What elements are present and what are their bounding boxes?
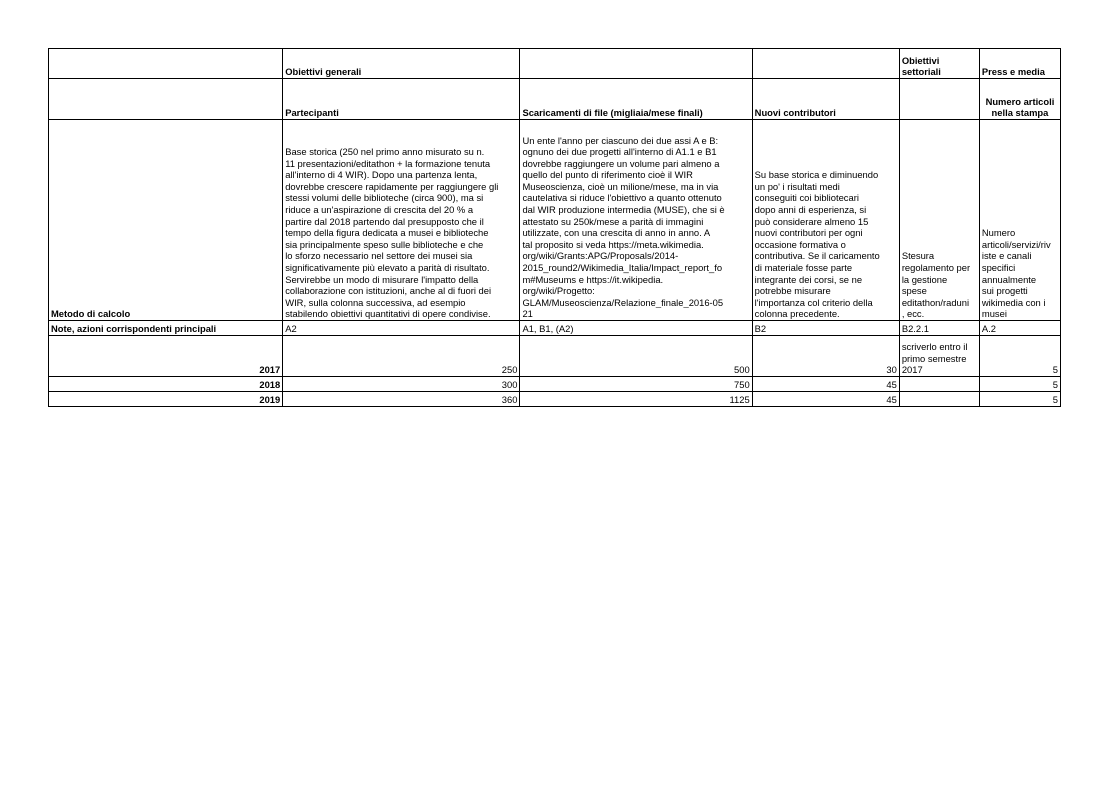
header-scaricamenti: Scaricamenti di file (migliaia/mese finali)	[520, 79, 752, 120]
partecipanti-value: 300	[283, 377, 520, 392]
cell-text-line: wikimedia con i	[981, 296, 1046, 308]
header-obiettivi-generali: Obiettivi generali	[283, 49, 520, 79]
cell-text-line: Servirebbe un modo di misurare l'impatto della	[285, 273, 479, 285]
cell-text-line: , ecc.	[901, 308, 925, 320]
year-label: 2018	[49, 377, 283, 392]
year-row-2017	[49, 336, 1061, 377]
cell-text-line: org/wiki/Grants:APG/Proposals/2014-	[522, 250, 679, 262]
year-label: 2019	[49, 392, 283, 407]
note-contributori: B2	[752, 321, 899, 336]
settoriali-value	[899, 336, 979, 377]
cell-text-line: stabilendo obiettivi quantitativi di opere condivise.	[285, 308, 491, 320]
cell-text-line: stessi volumi delle biblioteche (circa 900), ma si	[285, 192, 484, 204]
settoriali-value	[899, 392, 979, 407]
header-nuovi-contributori: Nuovi contributori	[752, 79, 899, 120]
cell-text-line: Numero	[981, 227, 1016, 239]
note-label: Note, azioni corrispondenti principali	[49, 321, 283, 336]
cell-text-line: dovrebbe crescere rapidamente per raggiungere gli	[285, 180, 499, 192]
cell-text-line: Base storica (250 nel primo anno misurato su n.	[285, 146, 485, 158]
cell-text-line: può considerare almeno 15	[754, 215, 869, 227]
cell-text-line: regolamento per	[901, 262, 971, 274]
metodo-label: Metodo di calcolo	[49, 120, 283, 321]
cell-text-line: 21	[522, 308, 533, 320]
cell-text-line: colonna precedente.	[754, 308, 840, 320]
metodo-row	[49, 120, 1061, 321]
stampa-value: 5	[979, 392, 1060, 407]
cell-text-line: collaborazione con istituzioni, anche al di fuori dei	[285, 285, 492, 297]
header-partecipanti: Partecipanti	[283, 79, 520, 120]
cell-text-line: contributiva. Se il caricamento	[754, 250, 880, 262]
cell-empty	[520, 49, 752, 79]
cell-text-line: sia principalmente speso sulle biblioteche e che	[285, 238, 484, 250]
contributori-value: 30	[752, 336, 899, 377]
cell-text-line: significativamente più elevato a parità di risultato.	[285, 262, 490, 274]
cell-text-line: la gestione	[901, 273, 948, 285]
cell-text-line: 2017	[901, 364, 923, 376]
note-stampa: A.2	[979, 321, 1060, 336]
cell-text-line: dopo anni di esperienza, si	[754, 204, 867, 216]
cell-text-line: un po' i risultati medi	[754, 180, 840, 192]
cell-text-line: org/wiki/Progetto:	[522, 285, 595, 297]
header-press-e-media: Press e media	[979, 49, 1060, 79]
header-obiettivi-settoriali: Obiettivi settoriali	[899, 49, 979, 79]
metodo-scaricamenti-text	[520, 120, 752, 321]
cell-text-line: dal WIR produzione intermedia (MUSE), che si è	[522, 204, 725, 216]
cell-text-line: WIR, sulla colonna successiva, ad esempio	[285, 296, 466, 308]
cell-text-line: all'interno di 4 WIR). Dopo una partenza lenta,	[285, 169, 478, 181]
header-row-2	[49, 79, 1061, 120]
contributori-value: 45	[752, 377, 899, 392]
cell-text-line: specifici	[981, 262, 1016, 274]
cell-text-line: attestato su 250k/mese a parità di immagini	[522, 215, 704, 227]
spreadsheet-table	[48, 48, 1061, 407]
cell-text-line: musei	[981, 308, 1007, 320]
year-label: 2017	[49, 336, 283, 377]
contributori-value: 45	[752, 392, 899, 407]
scaricamenti-value: 1125	[520, 392, 752, 407]
cell-text-line: Su base storica e diminuendo	[754, 169, 879, 181]
cell-text-line: Un ente l'anno per ciascuno dei due assi A e B:	[522, 134, 719, 146]
note-row	[49, 321, 1061, 336]
cell-text-line: Museoscienza, cioè un milione/mese, ma in via	[522, 180, 719, 192]
cell-text-line: scriverlo entro il	[901, 341, 968, 353]
metodo-contributori-text	[752, 120, 899, 321]
cell-text-line: l'importanza col criterio della	[754, 296, 873, 308]
note-partecipanti: A2	[283, 321, 520, 336]
scaricamenti-value: 500	[520, 336, 752, 377]
cell-text-line: occasione formativa o	[754, 238, 846, 250]
partecipanti-value: 250	[283, 336, 520, 377]
cell-text-line: quello del punto di riferimento cioè il WIR	[522, 169, 693, 181]
metodo-settoriali-text	[899, 120, 979, 321]
cell-text-line: nuovi contributori per ogni	[754, 227, 863, 239]
cell-text-line: lo sforzo necessario nel settore dei musei sia	[285, 250, 473, 262]
year-row-2018	[49, 377, 1061, 392]
cell-empty	[49, 79, 283, 120]
metodo-partecipanti-text	[283, 120, 520, 321]
cell-text-line: iste e canali	[981, 250, 1032, 262]
cell-empty	[49, 49, 283, 79]
cell-text-line: conseguiti coi bibliotecari	[754, 192, 859, 204]
cell-text-line: potrebbe misurare	[754, 285, 831, 297]
cell-text-line: partire dal 2018 partendo dal presupposto che il	[285, 215, 484, 227]
metodo-stampa-text	[979, 120, 1060, 321]
cell-text-line: tempo della figura dedicata a musei e biblioteche	[285, 227, 489, 239]
cell-text-line: integrante dei corsi, se ne	[754, 273, 863, 285]
cell-text-line: dovrebbe raggiungere un volume pari almeno a	[522, 157, 720, 169]
settoriali-value	[899, 377, 979, 392]
cell-text-line: cautelativa si riduce l'obiettivo a quanto ottenuto	[522, 192, 722, 204]
cell-text-line: spese	[901, 285, 927, 297]
cell-text-line: tal proposito si veda https://meta.wikimedia.	[522, 238, 704, 250]
cell-text-line: 2015_round2/Wikimedia_Italia/Impact_report_fo	[522, 262, 723, 274]
cell-text-line: riduce a un'aspirazione di crescita del 20 % a	[285, 204, 474, 216]
cell-text-line: Stesura	[901, 250, 935, 262]
cell-text-line: annualmente	[981, 273, 1037, 285]
cell-text-line: sui progetti	[981, 285, 1028, 297]
cell-text-line: utilizzate, con una crescita di anno in anno. A	[522, 227, 711, 239]
cell-text-line: articoli/servizi/riv	[981, 238, 1051, 250]
note-settoriali: B2.2.1	[899, 321, 979, 336]
scaricamenti-value: 750	[520, 377, 752, 392]
header-row-1	[49, 49, 1061, 79]
note-scaricamenti: A1, B1, (A2)	[520, 321, 752, 336]
cell-text-line: m#Museums e https://it.wikipedia.	[522, 273, 664, 285]
cell-text-line: editathon/raduni	[901, 296, 970, 308]
stampa-value: 5	[979, 336, 1060, 377]
partecipanti-value: 360	[283, 392, 520, 407]
cell-empty	[899, 79, 979, 120]
cell-text-line: 11 presentazioni/editathon + la formazione tenuta	[285, 157, 491, 169]
stampa-value: 5	[979, 377, 1060, 392]
header-numero-articoli: Numero articoli nella stampa	[979, 79, 1060, 120]
cell-text-line: ognuno dei due progetti all'interno di A1.1 e B1	[522, 146, 717, 158]
cell-text-line: primo semestre	[901, 352, 967, 364]
cell-text-line: di materiale fosse parte	[754, 262, 853, 274]
cell-text-line: GLAM/Museoscienza/Relazione_finale_2016-05	[522, 296, 724, 308]
cell-empty	[752, 49, 899, 79]
year-row-2019	[49, 392, 1061, 407]
